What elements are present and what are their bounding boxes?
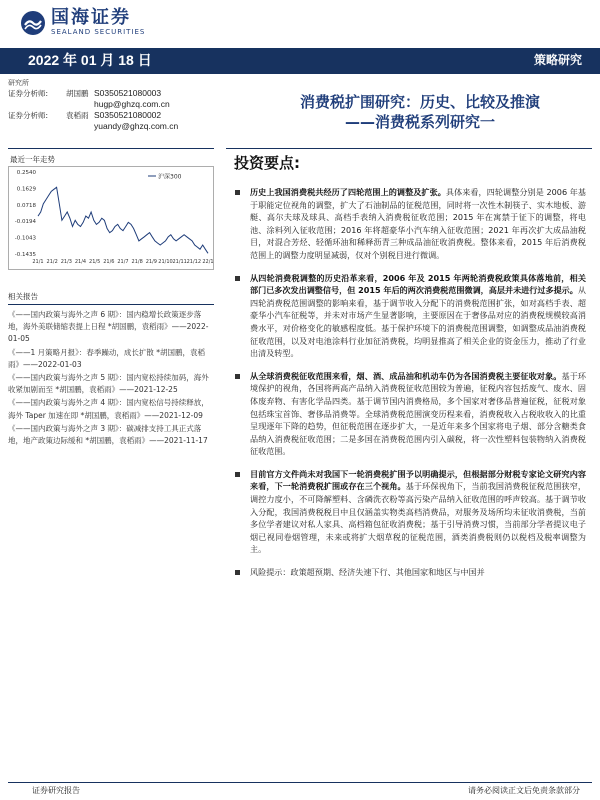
y-tick-label: 0.2540 [16,170,36,176]
legend-label: 沪深300 [158,173,182,181]
key-point: 从四轮消费税调整的历史沿革来看，2006 年及 2015 年两轮消费税政策具体落地前，相关部门已多次发出调整信号，但 2015 年后的两次消费税范围微调，高层并未进行过多提示。从四轮消费税范围调整的影响来看，基于调节收入分配下的消费税范围扩张，如对高档手表、超豪华小汽车征税等，并未对市场产生显著影响，主要原因在于奢侈品对应的消费税规模较高消费水平，对价格变化的敏感程度低。基于保护环境下的消费税范围调整，如调整成品油消费税征收范围，以及对电池涂料行业加征消费税，均明显推高了相关企业的资金压力，推动了行业出清及转型。 [234,272,586,360]
divider [8,782,592,783]
divider [226,148,592,149]
x-tick-label: 21/7 [117,259,129,265]
y-tick-label: 0.0718 [16,202,36,209]
footer-label: 证券研究报告 [32,786,80,795]
x-tick-label: 21/11 [172,259,187,265]
report-title: 消费税扩围研究：历史、比较及推演 [299,93,540,111]
related-reports-title: 相关报告 [8,292,38,301]
analyst-email[interactable]: hugp@ghzq.com.cn [94,99,170,109]
key-point: 从全球消费税征收范围来看，烟、酒、成品油和机动车仍为各国消费税主要征收对象。基于环境保护的视角，各国将两高产品纳入消费税征收范围较为普遍，征税内容包括废气、废水、固体废弃物、有害化学品四类。基于调节国内消费格局，多个国家对奢侈品普遍征税，征税对象包括珠宝首饰、奢侈品消费等。全球消费税范围演变历程来看，消费税收入占税收收入的比重呈现逐年下降的趋势，但征税范围在逐步扩大，一是近年来多个国家将电子烟、部分含糖类食品纳入消费税征收范围；二是多国在消费税范围内引入碳税，将一次性塑料包装物纳入消费税征收范围。 [234,370,586,458]
footer-disclaimer: 请务必阅读正文后免责条款部分 [468,786,580,795]
analyst-row [8,99,258,110]
key-points [234,186,586,579]
divider [8,148,214,149]
logo-mark-icon [20,10,46,36]
bullet-square-icon [235,276,240,281]
key-point: 历史上我国消费税共经历了四轮范围上的调整及扩张。具体来看，四轮调整分别是 2006 年基于职能定位视角的调整，扩大了石油制品的征税范围，同时将一次性木制筷子、实木地板、游艇、高尔夫球及球具、高档手表纳入消费税征收范围；2015 年在寓禁于征下的调整，将电池、涂料列入征收范围；2016 年将超豪华小汽车纳入征收范围；2021 年再次扩大成品油税目，对混合芳烃、轻循环油和稀释沥青三种成品油征收消费税。整体来看，2015 年后消费税范围上的调整力度明显减弱，仅对个别税目进行微调。 [234,186,586,262]
report-date: 2022 年 01 月 18 日 [28,52,152,68]
x-tick-label: 21/5 [89,259,101,265]
key-point-risk: 风险提示：政策超预期、经济失速下行、其他国家和地区与中国并 [234,566,586,579]
report-type: 策略研究 [533,53,582,67]
brand-name-en: SEALAND SECURITIES [51,28,146,36]
x-tick-label: 21/6 [103,259,115,265]
bullet-square-icon [235,472,240,477]
analyst-email[interactable]: yuandy@ghzq.com.cn [94,121,179,131]
y-tick-label: -0.1043 [14,235,36,242]
x-tick-label: 21/8 [131,259,143,265]
trend-chart-svg [8,166,214,270]
key-point: 目前官方文件尚未对我国下一轮消费税扩围予以明确提示，但根据部分财税专家论文研究内容来看，下一轮消费税扩围或存在三个视角。基于环保视角下，当前我国消费税征税范围狭窄，调控力度小，不可降解塑料、含磷洗衣粉等高污染产品纳入征收范围的呼声较高。基于调节收入分配，我国消费税税目中且仅涵盖实物类高档消费品，对服务及场所均未征收消费税，当前多位学者建议对私人家具、高档箱包征收消费税；基于引导消费习惯，当前部分学者提议电子烟已视同卷烟管理，未来或将扩大烟草税的征税范围，酒类消费税则仍以税档及税率调整为主。 [234,468,586,556]
y-tick-label: -0.0194 [14,219,36,226]
brand-logo [20,8,145,37]
x-tick-label: 21/3 [60,259,72,265]
chart-title: 最近一年走势 [10,155,55,164]
analyst-row: 证券分析师: 袁稻雨 S0350521080002 [8,110,162,120]
x-tick-label: 21/10 [158,259,173,265]
x-tick-label: 21/2 [46,259,58,265]
trend-chart [8,166,214,270]
analyst-row: 证券分析师: 胡国鹏 S0350521080003 [8,88,162,98]
analyst-list [8,88,258,132]
report-subtitle: ——消费税系列研究一 [344,113,495,131]
y-tick-label: -0.1435 [14,252,36,258]
x-tick-label: 22/1 [202,259,214,265]
related-reports [8,292,214,448]
related-report-item[interactable]: 《——国内政策与海外之声 4 期》：国内宽松信号持续释放，海外 Taper 加速在即 *胡国鹏，袁稻雨》——2021-12-09 [8,398,209,420]
x-tick-label: 21/9 [145,259,157,265]
bullet-square-icon [235,374,240,379]
related-report-item[interactable]: 《——国内政策与海外之声 3 期》：碳减排支持工具正式落地，地产政策边际缓和 *胡国鹏，袁稻雨》——2021-11-17 [8,423,208,446]
institute-label: 研究所 [8,79,29,87]
divider [8,304,214,305]
y-tick-label: 0.1629 [16,186,36,193]
x-tick-label: 21/4 [74,259,87,265]
related-report-item[interactable]: 《——国内政策与海外之声 6 期》：国内稳增长政策逐步落地，海外美联储缩表提上日程 *胡国鹏，袁稻雨》——2022-01-05 [8,310,209,344]
chart-frame [9,167,214,270]
x-tick-label: 21/1 [32,259,44,265]
related-report-item[interactable]: 《——国内政策与海外之声 5 期》：国内宽松持续加码，海外收紧加剧而至 *胡国鹏，袁稻雨》——2021-12-25 [8,373,209,395]
related-report-item[interactable]: 《——1 月策略月报》：春季躁动，成长扩散 *胡国鹏，袁稻雨》——2022-01-03 [8,347,206,369]
bullet-square-icon [235,190,240,195]
section-heading: 投资要点: [234,154,300,172]
analyst-row [8,121,258,132]
x-tick-label: 21/12 [186,259,202,265]
bullet-square-icon [235,570,240,575]
report-title-block [250,92,590,132]
brand-name-cn: 国海证券 [51,7,131,28]
